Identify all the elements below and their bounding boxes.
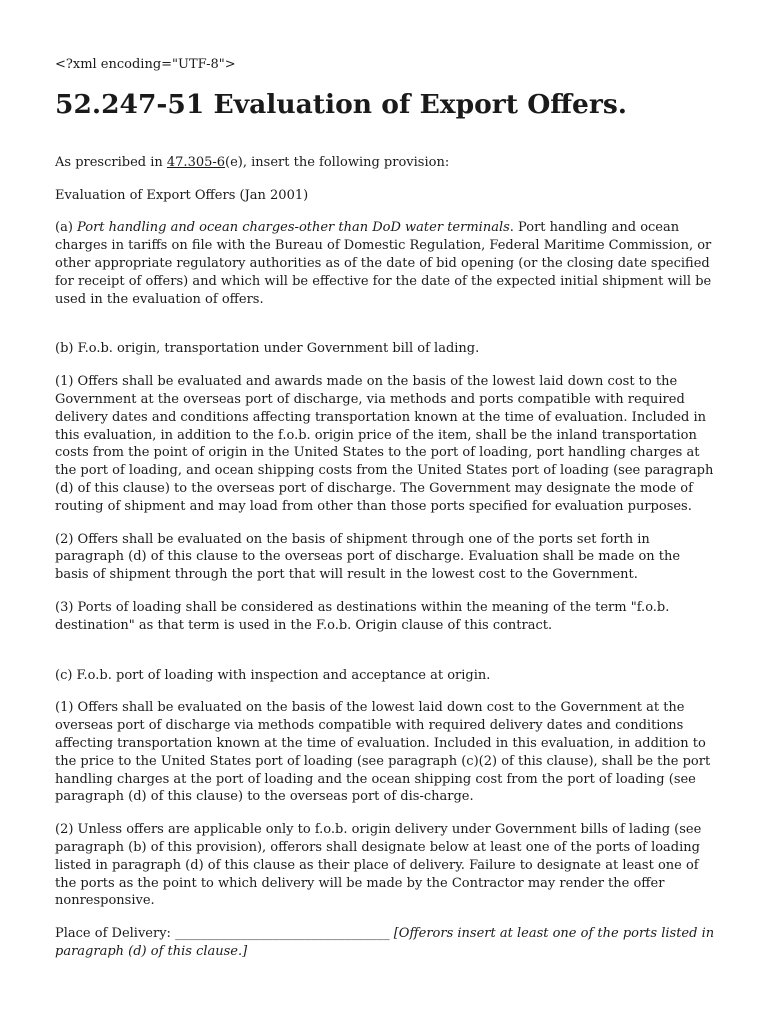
intro-text-before: As prescribed in <box>55 154 167 170</box>
place-of-delivery-instruction: [Offerors insert at least one of the ports listed in paragraph (d) of this clause.] <box>55 926 715 959</box>
place-of-delivery-blank: _________________________________ <box>175 926 390 942</box>
place-of-delivery-label: Place of Delivery: <box>55 926 176 942</box>
provision-title: Evaluation of Export Offers (Jan 2001) <box>55 187 309 203</box>
reference-link[interactable]: 47.305-6 <box>166 154 226 170</box>
paragraph-b3: (3) Ports of loading shall be considered as destinations within the meaning of the term "f.o.b. destination" as that term is used in the F.o.b. Origin clause of this contract. <box>55 599 670 633</box>
paragraph-a-text: . Port handling and ocean charges in tariffs on file with the Bureau of Domestic Regulation, Federal Maritime Commission, or other appropriate regulatory authorities as of the date of bid opening (or the closing date specified for receipt of offers) and which will be effective for the date of the expected initial shipment will be used in the evaluation of offers. <box>55 220 712 307</box>
place-of-delivery <box>55 925 717 961</box>
xml-declaration: <?xml encoding="UTF-8"> <box>55 57 236 72</box>
page-title: 52.247-51 Evaluation of Export Offers. <box>55 88 628 120</box>
paragraph-a <box>55 219 717 308</box>
paragraph-a-heading: Port handling and ocean charges-other than DoD water terminals <box>77 220 510 236</box>
paragraph-b1: (1) Offers shall be evaluated and awards made on the basis of the lowest laid down cost to the Government at the overseas port of discharge, via methods and ports compatible with required delivery dates and conditions affecting transportation known at the time of evaluation. Included in this evaluation, in addition to the f.o.b. origin price of the item, shall be the inland transportation costs from the point of origin in the United States to the port of loading, port handling charges at the port of loading, and ocean shipping costs from the United States port of loading (see paragraph (d) of this clause) to the overseas port of discharge. The Government may designate the mode of routing of shipment and may load from other than those ports specified for evaluation purposes. <box>55 374 714 514</box>
paragraph-a-label: (a) <box>55 220 78 236</box>
paragraph-b: (b) F.o.b. origin, transportation under Government bill of lading. <box>55 341 480 357</box>
paragraph-c: (c) F.o.b. port of loading with inspection and acceptance at origin. <box>55 667 491 683</box>
paragraph-c1: (1) Offers shall be evaluated on the basis of the lowest laid down cost to the Government at the overseas port of discharge via methods compatible with required delivery dates and conditions affecting transportation known at the time of evaluation. Included in this evaluation, in addition to the price to the United States port of loading (see paragraph (c)(2) of this clause), shall be the port handling charges at the port of loading and the ocean shipping cost from the port of loading (see paragraph (d) of this clause) to the overseas port of dis-charge. <box>55 700 711 805</box>
paragraph-c2: (2) Unless offers are applicable only to f.o.b. origin delivery under Government bills of lading (see paragraph (b) of this provision), offerors shall designate below at least one of the ports of loading listed in paragraph (d) of this clause as their place of delivery. Failure to designate at least one of the ports as the point to which delivery will be made by the Contractor may render the offer nonresponsive. <box>55 822 702 909</box>
intro-text-after: (e), insert the following provision: <box>225 154 450 170</box>
paragraph-b2: (2) Offers shall be evaluated on the basis of shipment through one of the ports set forth in paragraph (d) of this clause to the overseas port of discharge. Evaluation shall be made on the basis of shipment through the port that will result in the lowest cost to the Government. <box>55 531 681 583</box>
intro-paragraph <box>55 154 717 172</box>
